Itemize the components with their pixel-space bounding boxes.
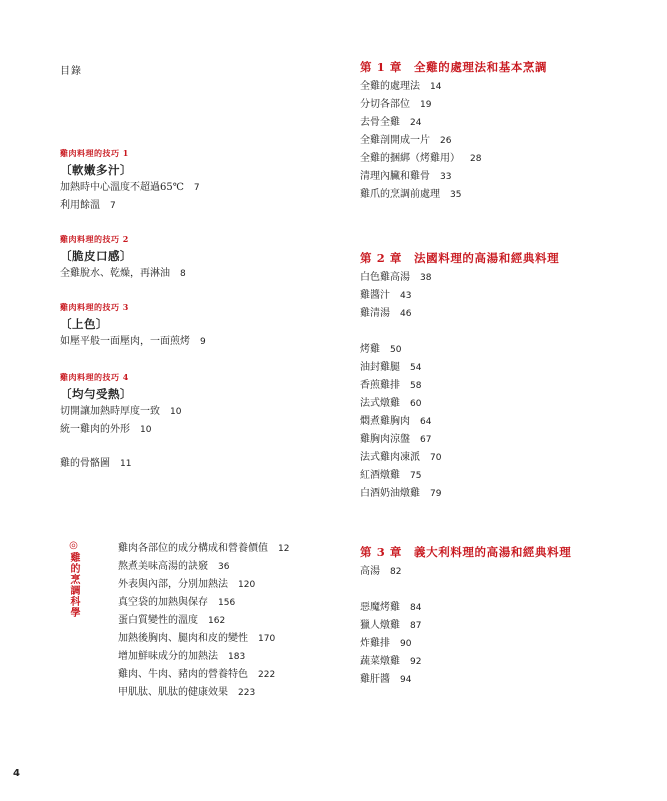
toc-entry[interactable]: 全雞的處理法 14 [360, 81, 442, 92]
toc-entry[interactable]: 利用餘溫 7 [60, 200, 116, 211]
toc-entry[interactable]: 加熱時中心溫度不超過65℃ 7 [60, 182, 200, 193]
toc-entry[interactable]: 去骨全雞 24 [360, 117, 422, 128]
toc-entry[interactable]: 雞清湯 46 [360, 308, 412, 319]
technique-heading: 〔軟嫩多汁〕 [60, 163, 132, 177]
chapter-heading: 第 3 章 義大利料理的高湯和經典料理 [360, 545, 572, 559]
toc-entry[interactable]: 全雞的捆綁（烤雞用） 28 [360, 153, 482, 164]
technique-heading: 〔均勻受熱〕 [60, 387, 132, 401]
chapter-1 [360, 59, 547, 204]
toc-entry[interactable]: 全雞剖開成一片 26 [360, 135, 452, 146]
technique-4 [60, 372, 181, 439]
science-section-label: ◎雞的烹調科學 [68, 540, 79, 618]
technique-2 [60, 234, 186, 283]
toc-entry[interactable]: 紅酒燉雞 75 [360, 470, 422, 481]
technique-label: 雞肉料理的技巧 3 [60, 302, 129, 312]
toc-entry[interactable]: 如壓平般一面壓肉，一面煎烤 9 [60, 336, 206, 347]
toc-title: 目錄 [60, 66, 82, 77]
toc-entry[interactable]: 蛋白質變性的溫度 162 [118, 615, 226, 626]
toc-entry[interactable]: 烤雞 50 [360, 344, 402, 355]
chapter-heading: 第 2 章 法國料理的高湯和經典料理 [360, 251, 560, 265]
technique-1 [60, 148, 200, 215]
toc-entry[interactable]: 甲肌肽、肌肽的健康效果 223 [118, 687, 256, 698]
toc-entry[interactable]: 法式燉雞 60 [360, 398, 422, 409]
toc-entry[interactable]: 加熱後胸肉、腿肉和皮的變性 170 [118, 633, 276, 644]
toc-entry[interactable]: 獵人燉雞 87 [360, 620, 422, 631]
toc-entry[interactable]: 雞爪的烹調前處理 35 [360, 189, 462, 200]
toc-entry[interactable]: 雞肝醬 94 [360, 674, 412, 685]
toc-entry[interactable]: 法式雞肉凍派 70 [360, 452, 442, 463]
toc-entry[interactable]: 蔬菜燉雞 92 [360, 656, 422, 667]
toc-entry[interactable]: 全雞脫水、乾燥，再淋油 8 [60, 268, 186, 279]
technique-label: 雞肉料理的技巧 2 [60, 234, 129, 244]
toc-entry[interactable]: 雞醬汁 43 [360, 290, 412, 301]
toc-entry[interactable]: 香煎雞排 58 [360, 380, 422, 391]
toc-entry-skeleton[interactable]: 雞的骨骼圖 11 [60, 458, 132, 469]
technique-heading: 〔上色〕 [60, 317, 108, 331]
toc-entry[interactable]: 油封雞腿 54 [360, 362, 422, 373]
toc-entry[interactable]: 白酒奶油燉雞 79 [360, 488, 442, 499]
toc-entry[interactable]: 惡魔烤雞 84 [360, 602, 422, 613]
toc-entry[interactable]: 清理內臟和雞骨 33 [360, 171, 452, 182]
chapter-2 [360, 250, 559, 503]
chapter-3 [360, 544, 571, 689]
toc-entry[interactable]: 分切各部位 19 [360, 99, 432, 110]
toc-entry[interactable]: 雞胸肉涼盤 67 [360, 434, 432, 445]
technique-heading: 〔脆皮口感〕 [60, 249, 132, 263]
science-list [118, 540, 289, 702]
toc-entry[interactable]: 燜煮雞胸肉 64 [360, 416, 432, 427]
toc-entry[interactable]: 高湯 82 [360, 566, 402, 577]
toc-entry[interactable]: 雞肉、牛肉、豬肉的營養特色 222 [118, 669, 276, 680]
toc-entry[interactable]: 炸雞排 90 [360, 638, 412, 649]
technique-3 [60, 302, 206, 351]
technique-label: 雞肉料理的技巧 4 [60, 372, 129, 382]
technique-label: 雞肉料理的技巧 1 [60, 148, 129, 158]
toc-entry[interactable]: 熬煮美味高湯的訣竅 36 [118, 561, 230, 572]
page-number: 4 [13, 768, 20, 779]
toc-entry[interactable]: 增加鮮味成分的加熱法 183 [118, 651, 246, 662]
toc-entry[interactable]: 統一雞肉的外形 10 [60, 424, 152, 435]
chapter-heading: 第 1 章 全雞的處理法和基本烹調 [360, 60, 548, 74]
toc-entry[interactable]: 外表與內部，分別加熱法 120 [118, 579, 256, 590]
toc-entry[interactable]: 雞肉各部位的成分構成和營養價值 12 [118, 543, 290, 554]
toc-entry[interactable]: 真空袋的加熱與保存 156 [118, 597, 236, 608]
toc-entry[interactable]: 白色雞高湯 38 [360, 272, 432, 283]
toc-entry[interactable]: 切開讓加熱時厚度一致 10 [60, 406, 182, 417]
